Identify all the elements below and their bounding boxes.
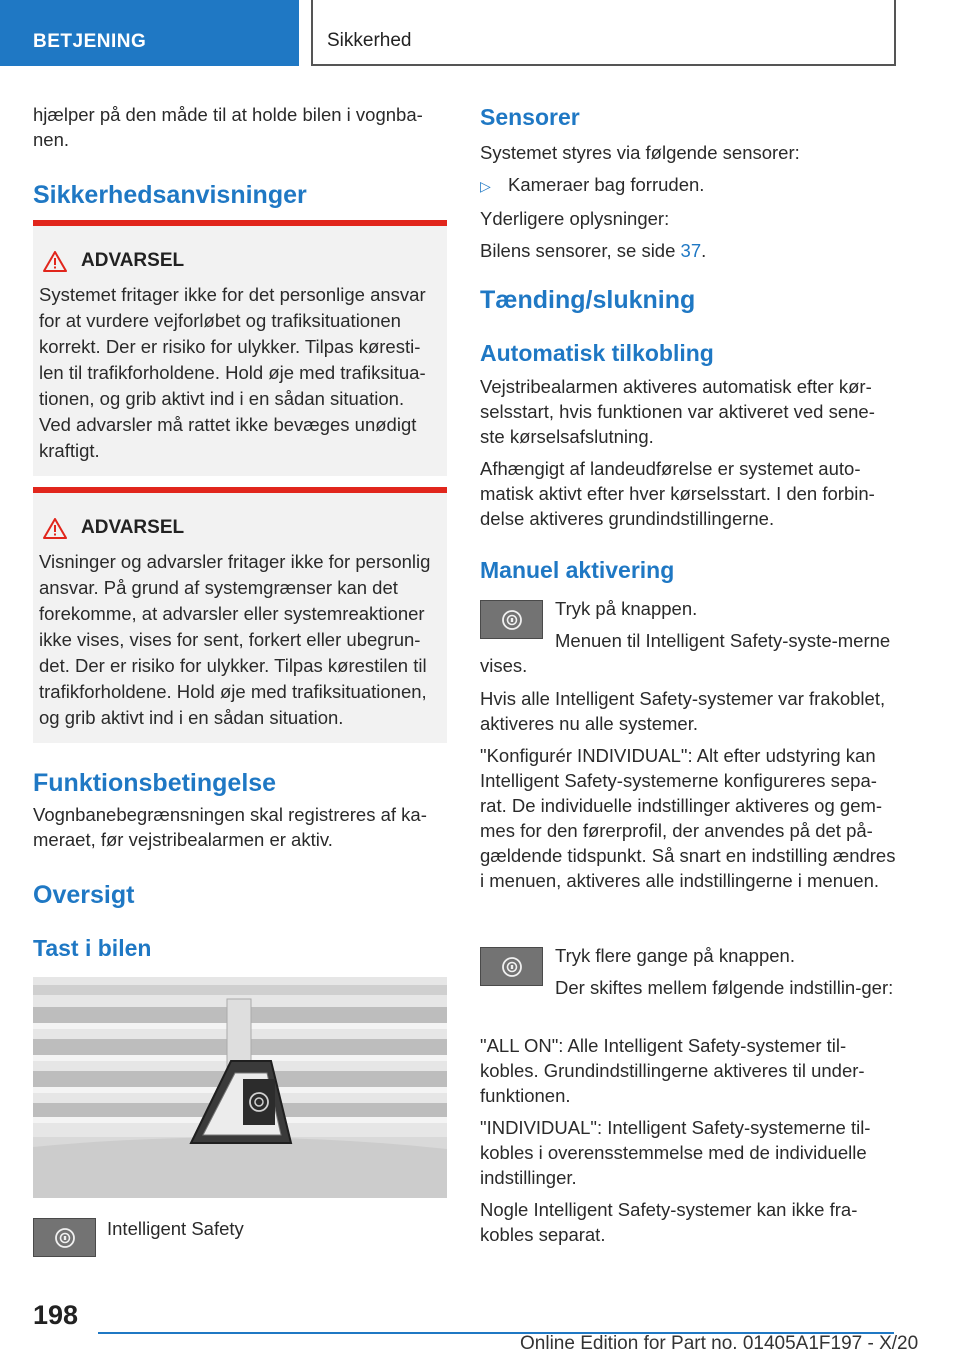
car-button-photo (33, 977, 447, 1198)
edition-text: Online Edition for Part no. 01405A1F197 - X/20 (520, 1333, 919, 1354)
warning-text-2: Visninger og advarsler fritager ikke for personlig ansvar. På grund af systemgrænser kan det forekomme, at advarsler eller systemreaktioner ikke vises, vises for sent, forkert eller ubegrun-det. Der er risiko for ulykker. Tilpas kørestilen til trafikforholdene. Hold øje med trafiksituationen, og grib aktivt ind i en sådan situation. (39, 551, 431, 728)
function-paragraph: Vognbanebegrænsningen skal registreres af ka-meraet, før vejstribealarmen er aktiv. (33, 804, 427, 850)
manual-step-1-text: Tryk på knappen. (555, 598, 698, 619)
auto-text-2: Afhængigt af landeudførelse er systemet auto-matisk aktivt efter hver kørselsstart. I den forbin-delse aktiveres grundindstillingerne. (480, 458, 875, 529)
all-on-text: "ALL ON": Alle Intelligent Safety-systemer til-kobles. Grundindstillingerne aktiveres til under-funktionen. (480, 1035, 865, 1106)
sensors-block (480, 140, 898, 263)
sensors-bullet-text: Kameraer bag forruden. (508, 174, 705, 195)
settings-block (480, 1033, 898, 1247)
triangle-bullet-icon: ▷ (480, 178, 491, 194)
sensor-ref-text: Bilens sensorer, se side (480, 240, 676, 261)
section-tab (0, 0, 299, 66)
safety-heading: Sikkerhedsanvisninger (33, 181, 307, 209)
auto-text-1: Vejstribealarmen aktiveres automatisk efter kør-selsstart, hvis funktionen var aktiveret ved sene-ste kørselsafslutning. (480, 376, 875, 447)
grille-illustration (33, 977, 447, 1198)
warning-header-1 (43, 250, 184, 272)
warning-triangle-icon (43, 251, 67, 272)
ignition-heading: Tænding/slukning (480, 286, 696, 314)
manual-step-2-sub (480, 975, 898, 1000)
warning-box-1 (33, 220, 447, 476)
intro-text (33, 102, 447, 152)
sensors-heading: Sensorer (480, 104, 580, 130)
manual-step-2-text: Tryk flere gange på knappen. (555, 945, 795, 966)
manual-step-1-sub-text: Menuen til Intelligent Safety-syste-merne vises. (480, 630, 891, 676)
page-number: 198 (33, 1300, 79, 1330)
sensors-text: Systemet styres via følgende sensorer: (480, 142, 800, 163)
intelligent-safety-button-icon (33, 1218, 96, 1257)
manual-step-2-sub-text: Der skiftes mellem følgende indstillin-ger: (555, 977, 894, 998)
caption-text: Intelligent Safety (107, 1218, 244, 1239)
button-heading: Tast i bilen (33, 935, 152, 961)
note-text: Nogle Intelligent Safety-systemer kan ikke fra-kobles separat. (480, 1199, 858, 1245)
manual-step-1 (555, 596, 895, 621)
warning-box-2 (33, 487, 447, 743)
warning-title-1: ADVARSEL (81, 250, 185, 271)
function-text (33, 802, 447, 852)
intro-paragraph: hjælper på den måde til at holde bilen i vognba-nen. (33, 104, 423, 150)
warning-title-2: ADVARSEL (81, 517, 185, 538)
sensor-ref-end: . (701, 240, 707, 261)
auto-heading: Automatisk tilkobling (480, 340, 714, 366)
individual-text: "INDIVIDUAL": Intelligent Safety-systemerne til-kobles i overensstemmelse med de individuelle indstillinger. (480, 1117, 871, 1188)
more-info-label: Yderligere oplysninger: (480, 208, 670, 229)
caption (107, 1216, 447, 1241)
manual-block (480, 686, 898, 893)
sensor-ref (480, 238, 898, 263)
warning-header-2 (43, 517, 184, 539)
manual-step-1-sub (480, 628, 898, 678)
warning-triangle-icon (43, 518, 67, 539)
function-heading: Funktionsbetingelse (33, 769, 277, 797)
manual-heading: Manuel aktivering (480, 557, 675, 583)
sensor-ref-link[interactable]: 37 (680, 240, 702, 261)
sensors-bullet (480, 172, 898, 199)
manual-step-2 (555, 943, 895, 968)
overview-heading: Oversigt (33, 881, 135, 909)
manual-text-1: Hvis alle Intelligent Safety-systemer var frakoblet, aktiveres nu alle systemer. (480, 688, 886, 734)
chapter-tab (311, 0, 896, 66)
manual-text-2: "Konfigurér INDIVIDUAL": Alt efter udstyring kan Intelligent Safety-systemerne konfigureres sepa-rat. De individuelle indstillinger aktiveres og gem-mes for den førerprofil, der anvendes på det på-gældende tidspunkt. Så snart en indstilling ændres i menuen, aktiveres alle indstillingerne i menuen. (480, 745, 896, 891)
auto-block (480, 374, 898, 531)
section-title: BETJENING (33, 31, 147, 52)
chapter-title: Sikkerhed (327, 30, 412, 51)
warning-text-1: Systemet fritager ikke for det personlige ansvar for at vurdere vejforløbet og trafiksituationen korrekt. Der er risiko for ulykker. Tilpas køresti-len til trafikforholdene. Hold øje med trafiksitua-tionen, og grib aktivt ind i en sådan situation. Ved advarsler må rattet ikke bevæges unødigt kraftigt. (39, 284, 426, 461)
